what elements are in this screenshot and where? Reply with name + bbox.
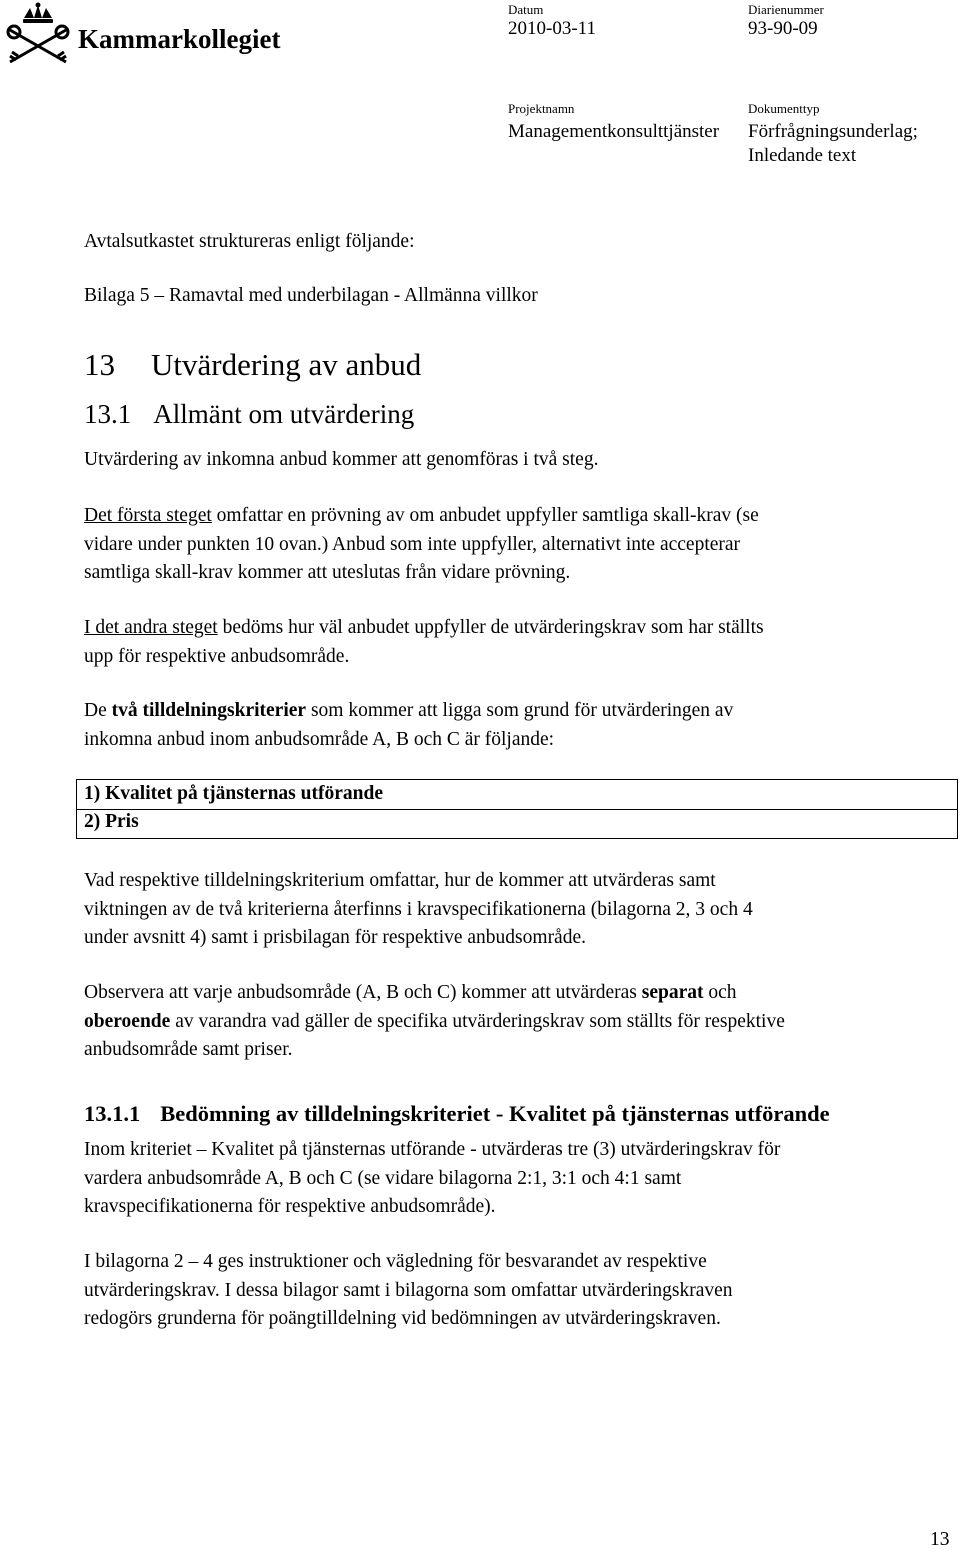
criteria-intro-pre: De: [84, 700, 112, 721]
section-13-heading: [84, 347, 421, 383]
diarienummer-label: Diarienummer: [748, 2, 824, 17]
separate-line3: anbudsområde samt priser.: [84, 1039, 293, 1060]
paragraph-bilagor-guidance: [84, 1248, 733, 1334]
quality-line2: vardera anbudsområde A, B och C (se vidare bilagorna 2:1, 3:1 och 4:1 samt: [84, 1167, 682, 1189]
first-step-line3: samtliga skall-krav kommer att uteslutas från vidare prövning.: [84, 562, 571, 583]
logo-wordmark: Kammarkollegiet: [78, 24, 281, 54]
section-13-number: 13: [84, 347, 115, 382]
paragraph-quality-criterion: [84, 1136, 780, 1222]
paragraph-second-step: [84, 614, 764, 671]
section-13-1-heading: [84, 399, 414, 430]
datum-label: Datum: [508, 2, 544, 17]
second-step-underlined: I det andra steget: [84, 617, 218, 638]
diarienummer-value: 93-90-09: [748, 18, 818, 39]
independent-rest: av varandra vad gäller de specifika utvärderingskrav som ställts för respektive: [170, 1010, 785, 1032]
criterion-quality: 1) Kvalitet på tjänsternas utförande: [84, 783, 383, 804]
criteria-intro-bold: två tilldelningskriterier: [111, 700, 307, 721]
paragraph-separate-evaluation: [84, 979, 785, 1065]
kammarkollegiet-logo: [2, 2, 318, 68]
guidance-line3: redogörs grunderna för poängtilldelning vid bedömningen av utvärderingskraven.: [84, 1308, 721, 1329]
guidance-line1: I bilagorna 2 – 4 ges instruktioner och vägledning för besvarandet av respektive: [84, 1251, 707, 1272]
second-step-text: bedöms hur väl anbudet uppfyller de utvärderingskrav som har ställts: [217, 617, 764, 638]
second-step-line2: upp för respektive anbudsområde.: [84, 645, 350, 667]
guidance-line2: utvärderingskrav. I dessa bilagor samt i bilagorna som omfattar utvärderingskraven: [84, 1279, 733, 1301]
scope-line1: Vad respektive tilldelningskriterium omfattar, hur de kommer att utvärderas samt: [84, 870, 716, 891]
criteria-table: [76, 779, 958, 839]
criteria-intro-line2: inkomna anbud inom anbudsområde A, B och C är följande:: [84, 728, 555, 750]
criteria-intro-text: som kommer att ligga som grund för utvärderingen av: [306, 700, 734, 721]
paragraph-two-steps: Utvärdering av inkomna anbud kommer att genomföras i två steg.: [84, 449, 599, 470]
separate-pre: Observera att varje anbudsområde (A, B och C) kommer att utvärderas: [84, 982, 642, 1003]
section-13-1-1-title: Bedömning av tilldelningskriteriet - Kvalitet på tjänsternas utförande: [160, 1101, 830, 1126]
separate-bold: separat: [641, 982, 704, 1003]
dokumenttyp-value-line1: Förfrågningsunderlag;: [748, 121, 918, 142]
intro-bilaga-line: Bilaga 5 – Ramavtal med underbilagan - Allmänna villkor: [84, 285, 538, 306]
paragraph-criteria-intro: [84, 697, 733, 754]
crossed-keys-icon: [8, 26, 68, 62]
first-step-line2: vidare under punkten 10 ovan.) Anbud som inte uppfyller, alternativt inte accepterar: [84, 533, 741, 555]
independent-bold: oberoende: [84, 1010, 171, 1032]
first-step-underlined: Det första steget: [84, 505, 212, 526]
dokumenttyp-label: Dokumenttyp: [748, 101, 820, 116]
datum-value: 2010-03-11: [508, 18, 596, 39]
first-step-text: omfattar en prövning av om anbudet uppfyller samtliga skall-krav (se: [211, 505, 759, 526]
projektnamn-value: Managementkonsulttjänster: [508, 121, 720, 142]
quality-line3: kravspecifikationerna för respektive anbudsområde).: [84, 1196, 496, 1217]
scope-line3: under avsnitt 4) samt i prisbilagan för respektive anbudsområde.: [84, 927, 586, 948]
section-13-1-1-heading: [84, 1101, 830, 1127]
paragraph-criteria-scope: [84, 867, 753, 953]
criterion-price: 2) Pris: [84, 811, 139, 832]
criteria-divider: [77, 809, 957, 810]
page-number: 13: [930, 1529, 950, 1550]
dokumenttyp-value-line2: Inledande text: [748, 145, 857, 166]
quality-line1: Inom kriteriet – Kvalitet på tjänsternas utförande - utvärderas tre (3) utvärderingskrav för: [84, 1139, 781, 1160]
section-13-1-title: Allmänt om utvärdering: [153, 399, 415, 429]
paragraph-first-step: [84, 502, 759, 588]
crown-icon: [23, 3, 53, 24]
section-13-1-1-number: 13.1.1: [84, 1101, 141, 1126]
intro-line: Avtalsutkastet struktureras enligt följande:: [84, 231, 415, 252]
projektnamn-label: Projektnamn: [508, 101, 575, 116]
section-13-title: Utvärdering av anbud: [151, 347, 422, 382]
scope-line2: viktningen av de två kriterierna återfinns i kravspecifikationerna (bilagorna 2, 3 och 4: [84, 898, 753, 920]
separate-rest: och: [703, 982, 737, 1003]
section-13-1-number: 13.1: [84, 399, 132, 429]
